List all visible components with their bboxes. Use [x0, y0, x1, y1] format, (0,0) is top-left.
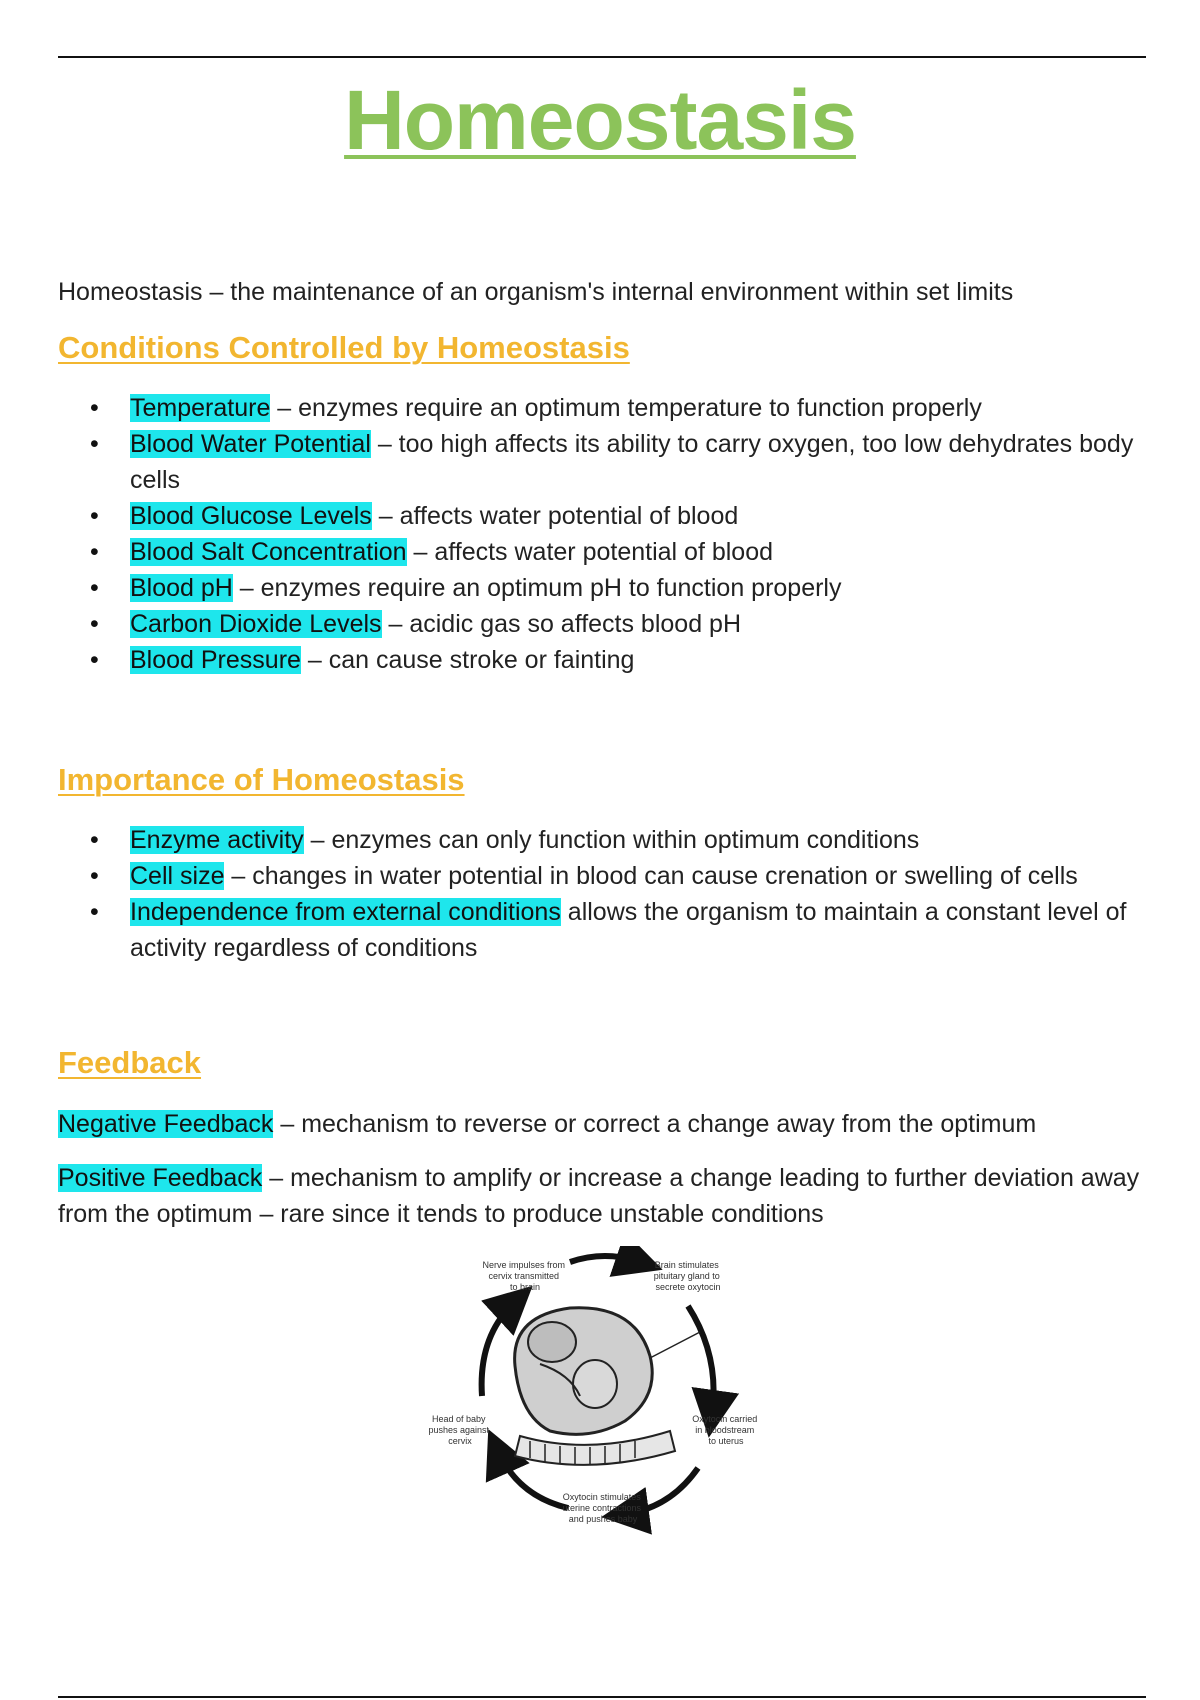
label-top-right: Brain stimulates pituitary gland to secrete oxytocin: [653, 1260, 721, 1292]
definition-text: Homeostasis – the maintenance of an organism's internal environment within set limits: [58, 278, 1014, 306]
item-description: – affects water potential of blood: [371, 502, 739, 530]
list-item: [58, 426, 1148, 498]
label-right: Oxytocin carried in bloodstream to uterus: [692, 1414, 758, 1446]
cycle-arrow-left: [482, 1302, 515, 1396]
item-description: – changes in water potential in blood can cause crenation or swelling of cells: [224, 862, 1078, 890]
list-item: [58, 642, 1148, 678]
highlighted-term: Temperature: [130, 394, 271, 422]
positive-feedback-desc: – mechanism to amplify or increase a change leading to further deviation away from the optimum – rare since it tends to produce unstable conditions: [58, 1164, 1140, 1228]
importance-list: [58, 822, 1148, 966]
item-description: – too high affects its ability to carry oxygen, too low dehydrates body cells: [130, 430, 1134, 494]
list-item: [58, 570, 1148, 606]
item-description: – enzymes can only function within optimum conditions: [303, 826, 920, 854]
feedback-heading: Feedback: [58, 1045, 202, 1080]
item-description: – can cause stroke or fainting: [300, 646, 635, 674]
highlighted-term: Cell size: [130, 862, 225, 890]
item-description: – affects water potential of blood: [406, 538, 774, 566]
highlighted-term: Blood pH: [130, 574, 233, 602]
highlighted-term: Blood Glucose Levels: [130, 502, 372, 530]
list-item: [58, 894, 1148, 966]
highlighted-term: Blood Salt Concentration: [130, 538, 407, 566]
highlighted-term: Enzyme activity: [130, 826, 304, 854]
label-left: Head of baby pushes against cervix: [428, 1414, 490, 1446]
positive-feedback-diagram: [420, 1246, 790, 1536]
list-item: [58, 822, 1148, 858]
label-top-left: Nerve impulses from cervix transmitted to brain: [482, 1260, 566, 1292]
list-item: [58, 498, 1148, 534]
cycle-arrow-right: [688, 1306, 714, 1414]
highlighted-term: Negative Feedback: [58, 1110, 274, 1138]
bottom-rule: [58, 1696, 1146, 1698]
conditions-list: [58, 390, 1148, 678]
highlighted-term: Blood Water Potential: [130, 430, 371, 458]
negative-feedback-desc: – mechanism to reverse or correct a change away from the optimum: [273, 1110, 1037, 1138]
list-item: [58, 390, 1148, 426]
item-description: allows the organism to maintain a constant level of activity regardless of conditions: [130, 898, 1127, 962]
top-rule: [58, 56, 1146, 58]
label-bottom: Oxytocin stimulates uterine contractions and pushes baby: [562, 1492, 642, 1524]
positive-feedback-text: [58, 1160, 1148, 1232]
highlighted-term: Independence from external conditions: [130, 898, 561, 926]
negative-feedback-text: [58, 1106, 1148, 1142]
cycle-arrow-top: [570, 1256, 640, 1262]
conditions-heading: Conditions Controlled by Homeostasis: [58, 330, 630, 365]
item-description: – enzymes require an optimum pH to function properly: [232, 574, 842, 602]
item-description: – enzymes require an optimum temperature to function properly: [270, 394, 982, 422]
list-item: [58, 606, 1148, 642]
list-item: [58, 534, 1148, 570]
importance-heading: Importance of Homeostasis: [58, 762, 465, 797]
uterus-illustration: [515, 1308, 700, 1465]
highlighted-term: Blood Pressure: [130, 646, 301, 674]
highlighted-term: Carbon Dioxide Levels: [130, 610, 382, 638]
highlighted-term: Positive Feedback: [58, 1164, 263, 1192]
list-item: [58, 858, 1148, 894]
item-description: – acidic gas so affects blood pH: [381, 610, 742, 638]
page-title: Homeostasis: [344, 73, 856, 167]
